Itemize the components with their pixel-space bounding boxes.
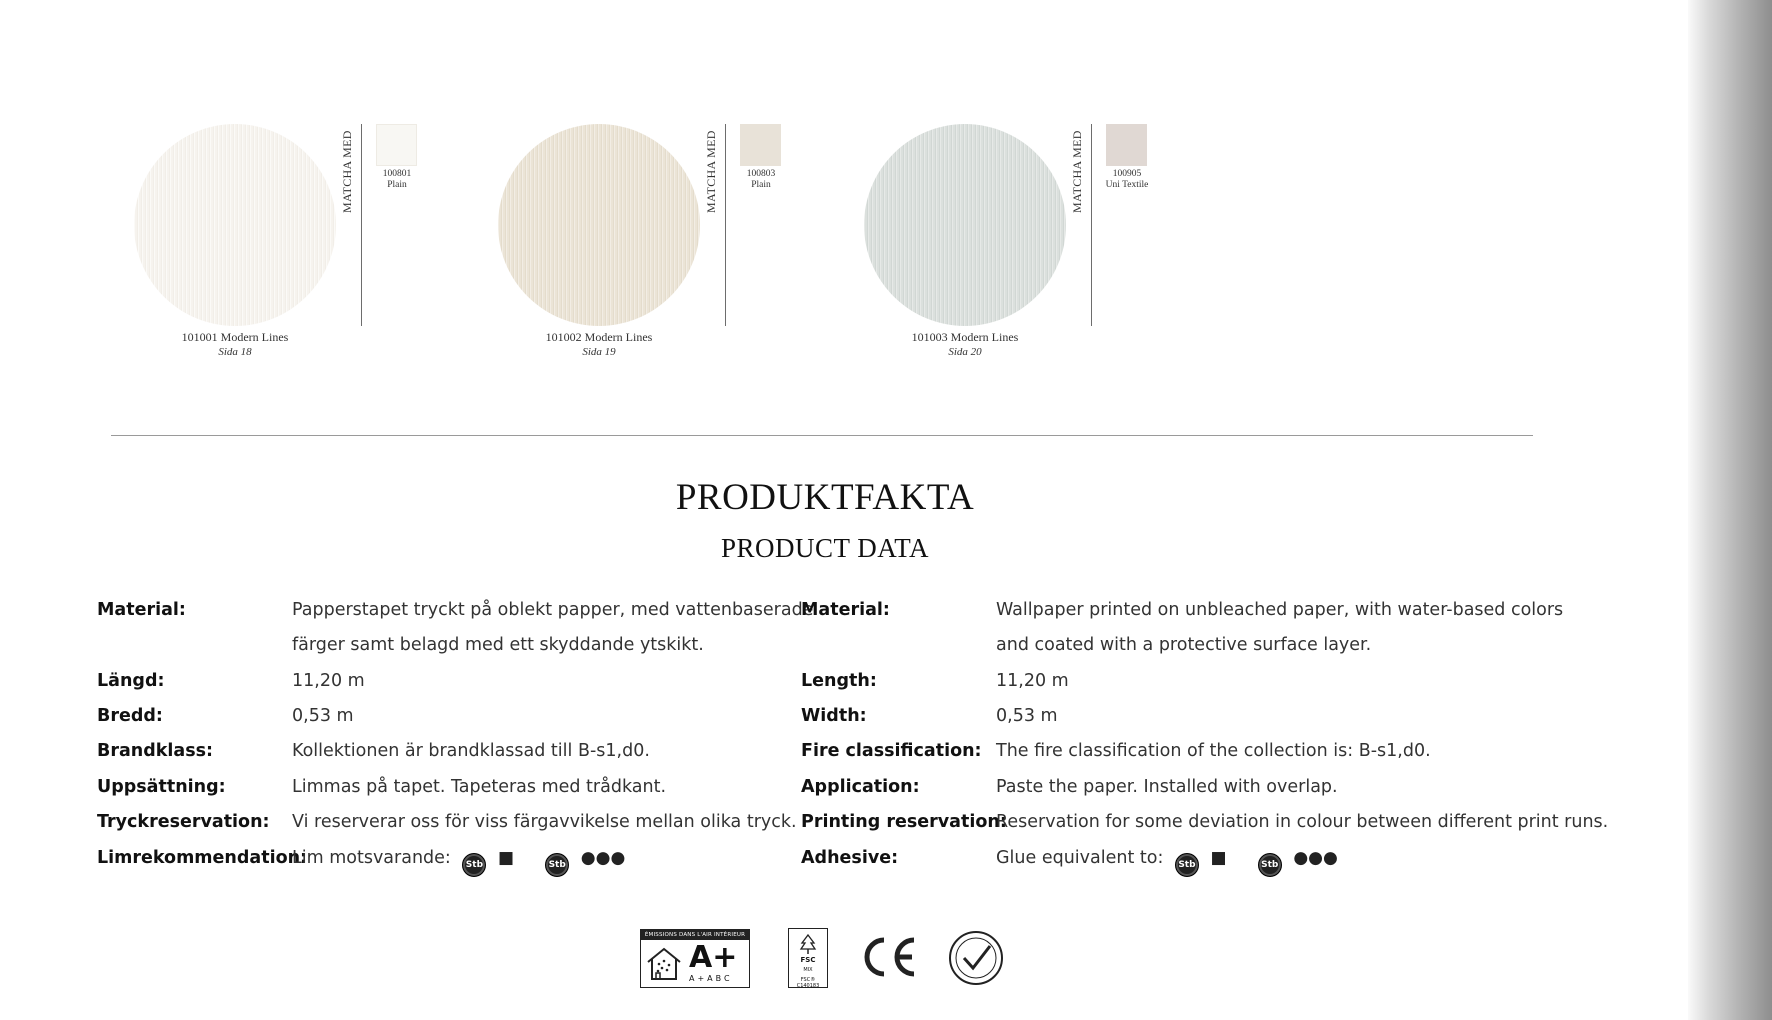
row-value: 11,20 m — [996, 671, 1069, 691]
match-name: Uni Textile — [1105, 180, 1149, 190]
row-value: Wallpaper printed on unbleached paper, with water-based colors — [996, 600, 1564, 620]
row-value: Paste the paper. Installed with overlap. — [996, 777, 1338, 797]
row-value: 11,20 m — [292, 671, 365, 691]
swatch-caption — [474, 330, 724, 360]
dots-mark-icon: ●●● — [1293, 848, 1338, 868]
match-name: Plain — [387, 180, 407, 190]
match-chip-caption — [1092, 169, 1162, 191]
air-band-text: ÉMISSIONS DANS L'AIR INTÉRIEUR — [641, 930, 749, 940]
fsc-name: FSC — [800, 956, 816, 964]
row-label: Material: — [97, 600, 186, 620]
house-icon — [645, 944, 683, 982]
row-label: Material: — [801, 600, 890, 620]
row-label: Printing reservation: — [801, 812, 1007, 832]
swatch-page-ref: Sida 19 — [582, 346, 616, 358]
match-divider — [725, 124, 726, 326]
air-scale: A+ABC — [689, 974, 733, 983]
match-code: 100801 — [382, 169, 412, 179]
swatch-group-101001 — [122, 124, 422, 364]
swatch-group-101002 — [486, 124, 786, 364]
match-code: 100803 — [746, 169, 776, 179]
match-chip — [740, 124, 781, 166]
row-value-continued: färger samt belagd med ett skyddande ytskikt. — [292, 635, 704, 655]
dots-mark-icon: ●●● — [580, 848, 626, 868]
stb-stamp-icon: Stb — [462, 853, 486, 877]
row-label: Tryckreservation: — [97, 812, 270, 832]
row-value: Papperstapet tryckt på oblekt papper, med vattenbaserade — [292, 600, 814, 620]
air-grade: A+ — [689, 940, 738, 975]
fsc-mix: MIX — [803, 967, 813, 973]
square-mark-icon: ■ — [1210, 848, 1227, 868]
match-divider — [361, 124, 362, 326]
section-divider — [111, 435, 1533, 436]
swatch-group-101003 — [852, 124, 1152, 364]
row-value — [292, 848, 625, 877]
row-value: The fire classification of the collection is: B-s1,d0. — [996, 741, 1431, 761]
swatch-circle — [134, 124, 336, 326]
row-value — [996, 848, 1338, 877]
row-label: Fire classification: — [801, 741, 982, 761]
swatch-code: 101001 Modern Lines — [181, 330, 289, 344]
row-label: Width: — [801, 706, 867, 726]
page-edge-shadow — [1688, 0, 1772, 1020]
swatch-circle — [864, 124, 1066, 326]
match-code: 100905 — [1112, 169, 1142, 179]
row-label: Length: — [801, 671, 877, 691]
swatch-caption — [110, 330, 360, 360]
swatch-page-ref: Sida 18 — [218, 346, 252, 358]
square-mark-icon: ■ — [497, 848, 515, 868]
match-chip-caption — [726, 169, 796, 191]
match-label: MATCHA MED — [340, 130, 354, 213]
row-label: Uppsättning: — [97, 777, 226, 797]
row-label: Adhesive: — [801, 848, 899, 868]
match-label: MATCHA MED — [704, 130, 718, 213]
igi-quality-seal-icon — [948, 930, 1004, 986]
swatch-code: 101003 Modern Lines — [911, 330, 1019, 344]
stb-stamp-icon: Stb — [545, 853, 569, 877]
swatch-code: 101002 Modern Lines — [545, 330, 653, 344]
row-label: Limrekommendation: — [97, 848, 308, 868]
adhesive-text: Lim motsvarande: — [292, 848, 451, 868]
row-label: Brandklass: — [97, 741, 214, 761]
match-label: MATCHA MED — [1070, 130, 1084, 213]
indoor-air-emissions-logo — [640, 929, 750, 988]
match-name: Plain — [751, 180, 771, 190]
row-value: Limmas på tapet. Tapeteras med trådkant. — [292, 777, 667, 797]
row-value: Kollektionen är brandklassad till B-s1,d0. — [292, 741, 650, 761]
match-divider — [1091, 124, 1092, 326]
swatch-circle — [498, 124, 700, 326]
row-value: Reservation for some deviation in colour between different print runs. — [996, 812, 1609, 832]
row-label: Längd: — [97, 671, 165, 691]
stb-stamp-icon: Stb — [1175, 853, 1199, 877]
fsc-logo — [788, 928, 828, 988]
row-value: 0,53 m — [292, 706, 354, 726]
swatch-caption — [840, 330, 1090, 360]
page-subtitle: PRODUCT DATA — [720, 533, 930, 563]
row-label: Bredd: — [97, 706, 163, 726]
swatch-page-ref: Sida 20 — [948, 346, 982, 358]
page-title: PRODUKTFAKTA — [675, 477, 975, 518]
row-value: Vi reserverar oss för viss färgavvikelse mellan olika tryck. — [292, 812, 797, 832]
fsc-code: FSC® C140183 — [796, 977, 820, 989]
match-chip — [376, 124, 417, 166]
stb-stamp-icon: Stb — [1258, 853, 1282, 877]
adhesive-text: Glue equivalent to: — [996, 848, 1164, 868]
ce-mark-icon — [858, 932, 918, 982]
row-label: Application: — [801, 777, 920, 797]
row-value: 0,53 m — [996, 706, 1058, 726]
row-value-continued: and coated with a protective surface layer. — [996, 635, 1372, 655]
match-chip-caption — [362, 169, 432, 191]
tree-icon — [798, 933, 818, 955]
match-chip — [1106, 124, 1147, 166]
